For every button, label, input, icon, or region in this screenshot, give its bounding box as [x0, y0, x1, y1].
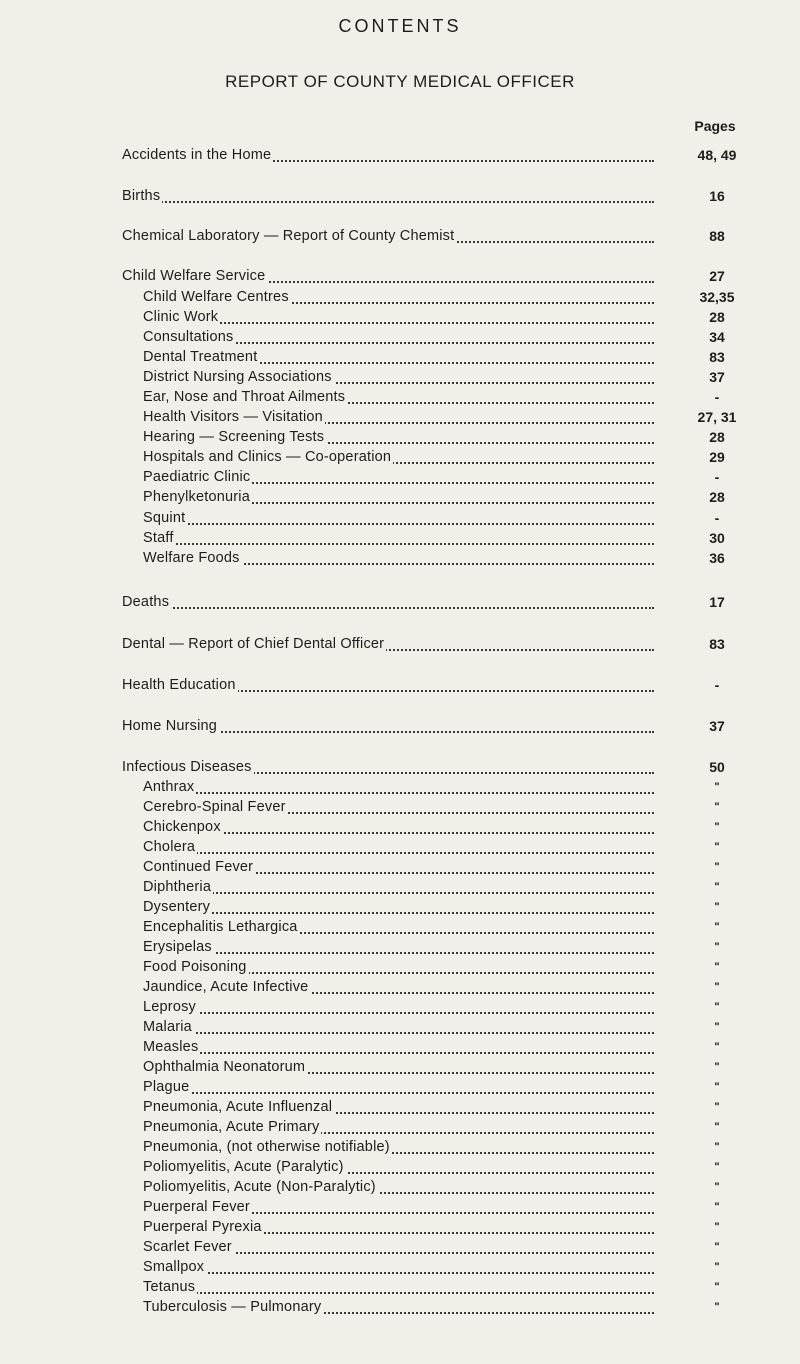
toc-subentry	[143, 367, 742, 387]
toc-subentry	[143, 307, 742, 327]
toc-entry-label: Ophthalmia Neonatorum	[143, 1059, 306, 1075]
toc-entry-page: "	[714, 1041, 720, 1053]
toc-entry-page: 34	[709, 329, 725, 345]
toc-entry-page: "	[714, 1281, 720, 1293]
toc-entry	[122, 145, 742, 165]
toc-subentry	[143, 447, 742, 467]
toc-entry-label: Ear, Nose and Throat Ailments	[143, 389, 346, 405]
toc-entry-label: Squint	[143, 510, 186, 526]
toc-entry	[122, 266, 742, 286]
toc-entry-page: "	[714, 1121, 720, 1133]
toc-subentry	[143, 1037, 742, 1057]
toc-subentry	[143, 797, 742, 817]
toc-entry-page: "	[714, 1161, 720, 1173]
toc-subentry	[143, 857, 742, 877]
toc-entry-label: Plague	[143, 1079, 190, 1095]
toc-subentry	[143, 1057, 742, 1077]
toc-entry-page: "	[714, 1081, 720, 1093]
toc-subentry	[143, 957, 742, 977]
toc-entry-label: Cerebro-Spinal Fever	[143, 799, 286, 815]
toc-entry-page: "	[714, 781, 720, 793]
toc-subentry	[143, 407, 742, 427]
toc-entry-page: -	[714, 677, 720, 693]
leader-dots	[143, 852, 654, 854]
leader-dots	[143, 952, 654, 954]
toc-subentry	[143, 1157, 742, 1177]
toc-entry-label: Hospitals and Clinics — Co-operation	[143, 449, 392, 465]
toc-subentry	[143, 427, 742, 447]
toc-subentry	[143, 1137, 742, 1157]
toc-entry-page: 48, 49	[697, 147, 737, 163]
toc-entry-page: "	[714, 821, 720, 833]
toc-entry-label: Health Visitors — Visitation	[143, 409, 323, 425]
leader-dots	[143, 1012, 654, 1014]
toc-subentry	[143, 387, 742, 407]
leader-dots	[143, 912, 654, 914]
toc-subentry	[143, 1297, 742, 1317]
leader-dots	[143, 523, 654, 525]
toc-subentry	[143, 1277, 742, 1297]
toc-entry-label: Hearing — Screening Tests	[143, 429, 325, 445]
toc-entry-page: 37	[709, 369, 725, 385]
toc-entry-label: Erysipelas	[143, 939, 212, 955]
toc-entry-label: Pneumonia, Acute Primary	[143, 1119, 320, 1135]
toc-entry-label: Paediatric Clinic	[143, 469, 251, 485]
toc-entry-page: -	[714, 389, 720, 405]
toc-subentry	[143, 1197, 742, 1217]
toc-subentry	[143, 917, 742, 937]
toc-entry-label: Malaria	[143, 1019, 192, 1035]
toc-entry-label: Measles	[143, 1039, 199, 1055]
toc-entry-page: "	[714, 841, 720, 853]
toc-entry-page: "	[714, 1201, 720, 1213]
toc-entry-label: Dental — Report of Chief Dental Officer	[122, 636, 385, 652]
toc-subentry	[143, 837, 742, 857]
toc-entry-label: Accidents in the Home	[122, 147, 272, 163]
toc-entry-label: Consultations	[143, 329, 234, 345]
toc-entry-page: 83	[709, 636, 725, 652]
toc-entry-page: 28	[709, 429, 725, 445]
toc-entry-page: 27, 31	[697, 409, 737, 425]
toc-subentry	[143, 528, 742, 548]
toc-entry-page: "	[714, 1301, 720, 1313]
toc-entry-page: "	[714, 1241, 720, 1253]
toc-entry-label: Child Welfare Centres	[143, 289, 289, 305]
toc-entry-label: Smallpox	[143, 1259, 205, 1275]
toc-entry-page: "	[714, 1141, 720, 1153]
toc-entry-page: "	[714, 1061, 720, 1073]
toc-entry	[122, 634, 742, 654]
toc-entry-page: "	[714, 961, 720, 973]
toc-entry-label: Phenylketonuria	[143, 489, 250, 505]
toc-entry-label: Diphtheria	[143, 879, 212, 895]
leader-dots	[122, 607, 654, 609]
toc-subentry	[143, 1117, 742, 1137]
toc-entry-label: Poliomyelitis, Acute (Non-Paralytic)	[143, 1179, 376, 1195]
toc-entry-page: "	[714, 1221, 720, 1233]
toc-subentry	[143, 897, 742, 917]
toc-entry-page: -	[714, 510, 720, 526]
toc-subentry	[143, 508, 742, 528]
toc-entry-label: Cholera	[143, 839, 196, 855]
toc-entry-label: Leprosy	[143, 999, 196, 1015]
toc-entry-page: 37	[709, 718, 725, 734]
leader-dots	[143, 1292, 654, 1294]
toc-entry-label: Continued Fever	[143, 859, 254, 875]
toc-entry-page: 83	[709, 349, 725, 365]
toc-entry-label: Scarlet Fever	[143, 1239, 232, 1255]
toc-entry-page: "	[714, 981, 720, 993]
toc-entry-page: "	[714, 1101, 720, 1113]
leader-dots	[143, 1272, 654, 1274]
leader-dots	[143, 792, 654, 794]
leader-dots	[143, 892, 654, 894]
toc-entry-label: Puerperal Fever	[143, 1199, 250, 1215]
leader-dots	[143, 1052, 654, 1054]
toc-entry-label: Pneumonia, (not otherwise notifiable)	[143, 1139, 390, 1155]
toc-entry-page: 16	[709, 188, 725, 204]
toc-entry-label: Tuberculosis — Pulmonary	[143, 1299, 322, 1315]
toc-subentry	[143, 997, 742, 1017]
toc-entry-label: Births	[122, 188, 161, 204]
toc-subentry	[143, 1217, 742, 1237]
toc-entry-page: 88	[709, 228, 725, 244]
toc-entry-label: Pneumonia, Acute Influenzal	[143, 1099, 333, 1115]
toc-subentry	[143, 1097, 742, 1117]
toc-entry-label: Staff	[143, 530, 174, 546]
leader-dots	[143, 543, 654, 545]
toc-subentry	[143, 548, 742, 568]
toc-entry-page: 29	[709, 449, 725, 465]
toc-subentry	[143, 777, 742, 797]
toc-entry-label: Chemical Laboratory — Report of County Chemist	[122, 228, 455, 244]
toc-entry-page: "	[714, 1261, 720, 1273]
toc-subentry	[143, 1177, 742, 1197]
toc-entry-label: Food Poisoning	[143, 959, 247, 975]
leader-dots	[143, 1032, 654, 1034]
toc-entry-page: 28	[709, 489, 725, 505]
toc-entry-page: "	[714, 801, 720, 813]
toc-subentry	[143, 1077, 742, 1097]
toc-entry	[122, 716, 742, 736]
toc-entry-page: "	[714, 901, 720, 913]
toc-entry	[122, 226, 742, 246]
leader-dots	[143, 1092, 654, 1094]
toc-entry-label: Deaths	[122, 594, 170, 610]
toc-entry-label: Infectious Diseases	[122, 759, 252, 775]
leader-dots	[122, 201, 654, 203]
toc-entry-label: Dysentery	[143, 899, 211, 915]
toc-entry-page: -	[714, 469, 720, 485]
contents-title: CONTENTS	[338, 16, 462, 36]
toc-subentry	[143, 1017, 742, 1037]
toc-entry-label: Anthrax	[143, 779, 195, 795]
toc-entry-page: "	[714, 1181, 720, 1193]
toc-subentry	[143, 327, 742, 347]
toc-entry-label: Chickenpox	[143, 819, 221, 835]
toc-entry-label: Health Education	[122, 677, 236, 693]
toc-subentry	[143, 977, 742, 997]
toc-entry-label: Jaundice, Acute Infective	[143, 979, 309, 995]
toc-entry-page: "	[714, 1001, 720, 1013]
toc-entry-page: 27	[709, 268, 725, 284]
toc-subentry	[143, 817, 742, 837]
pages-column-label: Pages	[694, 118, 736, 134]
toc-subentry	[143, 347, 742, 367]
toc-entry-page: 50	[709, 759, 725, 775]
toc-subentry	[143, 1237, 742, 1257]
toc-subentry	[143, 487, 742, 507]
toc-entry-label: District Nursing Associations	[143, 369, 332, 385]
toc-entry-page: 36	[709, 550, 725, 566]
toc-entry-label: Dental Treatment	[143, 349, 258, 365]
toc-entry	[122, 757, 742, 777]
toc-subentry	[143, 287, 742, 307]
toc-entry	[122, 592, 742, 612]
toc-subentry	[143, 467, 742, 487]
toc-subentry	[143, 1257, 742, 1277]
toc-entry-label: Child Welfare Service	[122, 268, 266, 284]
toc-entry	[122, 186, 742, 206]
toc-entry-label: Encephalitis Lethargica	[143, 919, 298, 935]
toc-entry-label: Home Nursing	[122, 718, 218, 734]
toc-subentry	[143, 937, 742, 957]
toc-entry-page: 28	[709, 309, 725, 325]
toc-entry-page: "	[714, 861, 720, 873]
toc-entry-page: 30	[709, 530, 725, 546]
toc-entry-page: "	[714, 1021, 720, 1033]
toc-entry-label: Welfare Foods	[143, 550, 240, 566]
toc-entry-label: Tetanus	[143, 1279, 196, 1295]
report-title: REPORT OF COUNTY MEDICAL OFFICER	[225, 72, 575, 91]
toc-entry	[122, 675, 742, 695]
toc-entry-page: "	[714, 941, 720, 953]
toc-subentry	[143, 877, 742, 897]
toc-entry-label: Puerperal Pyrexia	[143, 1219, 262, 1235]
toc-entry-page: "	[714, 921, 720, 933]
toc-entry-label: Clinic Work	[143, 309, 219, 325]
toc-entry-label: Poliomyelitis, Acute (Paralytic)	[143, 1159, 344, 1175]
toc-entry-page: 17	[709, 594, 725, 610]
toc-entry-page: 32,35	[699, 289, 735, 305]
toc-entry-page: "	[714, 881, 720, 893]
